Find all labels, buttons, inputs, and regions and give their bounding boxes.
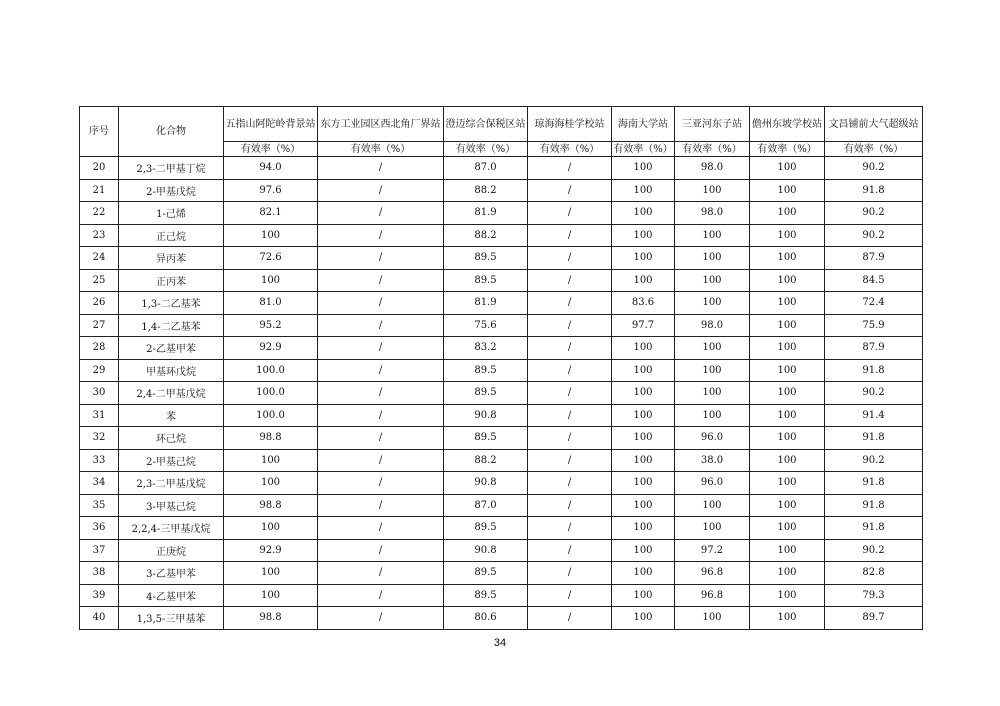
row-value-station-4: / bbox=[528, 494, 612, 517]
row-value-station-8: 87.9 bbox=[825, 337, 923, 360]
row-seq: 22 bbox=[80, 202, 119, 225]
row-compound: 正己烷 bbox=[119, 224, 224, 247]
row-value-station-3: 88.2 bbox=[444, 179, 528, 202]
row-value-station-4: / bbox=[528, 179, 612, 202]
row-value-station-5: 100 bbox=[612, 359, 675, 382]
table-row bbox=[80, 539, 923, 562]
table-row bbox=[80, 494, 923, 517]
row-value-station-6: 96.0 bbox=[675, 427, 750, 450]
row-value-station-1: 95.2 bbox=[224, 314, 318, 337]
row-value-station-4: / bbox=[528, 269, 612, 292]
row-value-station-4: / bbox=[528, 517, 612, 540]
row-value-station-7: 100 bbox=[750, 359, 825, 382]
metric-label: 有效率（%） bbox=[444, 142, 528, 157]
table-row bbox=[80, 359, 923, 382]
row-value-station-2: / bbox=[318, 494, 444, 517]
row-value-station-4: / bbox=[528, 382, 612, 405]
header-station-5: 海南大学站 bbox=[612, 107, 675, 142]
row-seq: 29 bbox=[80, 359, 119, 382]
row-seq: 38 bbox=[80, 562, 119, 585]
row-value-station-5: 83.6 bbox=[612, 292, 675, 315]
row-seq: 28 bbox=[80, 337, 119, 360]
table-row bbox=[80, 607, 923, 630]
header-station-6: 三亚河东子站 bbox=[675, 107, 750, 142]
row-value-station-1: 94.0 bbox=[224, 157, 318, 180]
row-value-station-7: 100 bbox=[750, 337, 825, 360]
row-value-station-6: 38.0 bbox=[675, 449, 750, 472]
row-seq: 20 bbox=[80, 157, 119, 180]
row-value-station-2: / bbox=[318, 157, 444, 180]
header-station-8: 文昌铺前大气超级站 bbox=[825, 107, 923, 142]
row-value-station-1: 92.9 bbox=[224, 539, 318, 562]
table-row bbox=[80, 314, 923, 337]
table-row bbox=[80, 269, 923, 292]
row-value-station-3: 81.9 bbox=[444, 202, 528, 225]
row-value-station-8: 91.4 bbox=[825, 404, 923, 427]
row-value-station-2: / bbox=[318, 224, 444, 247]
row-value-station-2: / bbox=[318, 404, 444, 427]
row-value-station-3: 83.2 bbox=[444, 337, 528, 360]
row-seq: 31 bbox=[80, 404, 119, 427]
row-value-station-5: 100 bbox=[612, 449, 675, 472]
row-value-station-2: / bbox=[318, 202, 444, 225]
header-seq: 序号 bbox=[80, 107, 119, 157]
row-value-station-7: 100 bbox=[750, 404, 825, 427]
page-number: 34 bbox=[493, 637, 507, 649]
row-value-station-6: 96.8 bbox=[675, 584, 750, 607]
row-value-station-2: / bbox=[318, 517, 444, 540]
row-value-station-2: / bbox=[318, 247, 444, 270]
header-station-4: 琼海海桂学校站 bbox=[528, 107, 612, 142]
row-value-station-8: 91.8 bbox=[825, 517, 923, 540]
row-compound: 2,2,4-三甲基戊烷 bbox=[119, 517, 224, 540]
row-value-station-5: 100 bbox=[612, 247, 675, 270]
row-value-station-1: 100 bbox=[224, 584, 318, 607]
row-compound: 4-乙基甲苯 bbox=[119, 584, 224, 607]
row-seq: 40 bbox=[80, 607, 119, 630]
row-value-station-2: / bbox=[318, 427, 444, 450]
header-station-2: 东方工业园区西北角厂界站 bbox=[318, 107, 444, 142]
row-value-station-8: 91.8 bbox=[825, 494, 923, 517]
metric-label: 有效率（%） bbox=[224, 142, 318, 157]
row-value-station-3: 89.5 bbox=[444, 584, 528, 607]
row-value-station-6: 97.2 bbox=[675, 539, 750, 562]
row-value-station-7: 100 bbox=[750, 382, 825, 405]
row-value-station-4: / bbox=[528, 224, 612, 247]
row-seq: 24 bbox=[80, 247, 119, 270]
row-value-station-7: 100 bbox=[750, 607, 825, 630]
metric-label: 有效率（%） bbox=[613, 143, 673, 155]
row-value-station-7: 100 bbox=[750, 292, 825, 315]
row-compound: 正丙苯 bbox=[119, 269, 224, 292]
row-value-station-8: 90.2 bbox=[825, 224, 923, 247]
row-value-station-4: / bbox=[528, 247, 612, 270]
row-value-station-5: 100 bbox=[612, 517, 675, 540]
row-value-station-3: 89.5 bbox=[444, 517, 528, 540]
row-value-station-4: / bbox=[528, 539, 612, 562]
table-body bbox=[80, 157, 923, 630]
row-compound: 1-己烯 bbox=[119, 202, 224, 225]
row-value-station-6: 100 bbox=[675, 179, 750, 202]
header-station-1: 五指山阿陀岭背景站 bbox=[224, 107, 318, 142]
row-compound: 1,4-二乙基苯 bbox=[119, 314, 224, 337]
row-value-station-4: / bbox=[528, 359, 612, 382]
row-value-station-8: 89.7 bbox=[825, 607, 923, 630]
row-value-station-6: 100 bbox=[675, 517, 750, 540]
row-value-station-5: 100 bbox=[612, 562, 675, 585]
row-seq: 37 bbox=[80, 539, 119, 562]
row-value-station-2: / bbox=[318, 292, 444, 315]
row-value-station-7: 100 bbox=[750, 584, 825, 607]
row-value-station-3: 81.9 bbox=[444, 292, 528, 315]
row-compound: 异丙苯 bbox=[119, 247, 224, 270]
row-value-station-6: 100 bbox=[675, 359, 750, 382]
row-value-station-7: 100 bbox=[750, 202, 825, 225]
validity-rate-table bbox=[79, 106, 923, 630]
row-value-station-5: 100 bbox=[612, 157, 675, 180]
row-value-station-6: 96.0 bbox=[675, 472, 750, 495]
row-value-station-6: 100 bbox=[675, 337, 750, 360]
row-value-station-7: 100 bbox=[750, 494, 825, 517]
row-value-station-2: / bbox=[318, 269, 444, 292]
row-value-station-4: / bbox=[528, 562, 612, 585]
row-value-station-8: 90.2 bbox=[825, 382, 923, 405]
row-value-station-3: 89.5 bbox=[444, 269, 528, 292]
row-value-station-5: 100 bbox=[612, 607, 675, 630]
row-value-station-3: 80.6 bbox=[444, 607, 528, 630]
row-value-station-2: / bbox=[318, 337, 444, 360]
row-value-station-1: 100 bbox=[224, 562, 318, 585]
row-value-station-2: / bbox=[318, 382, 444, 405]
row-value-station-3: 89.5 bbox=[444, 247, 528, 270]
row-value-station-1: 100 bbox=[224, 269, 318, 292]
row-value-station-3: 87.0 bbox=[444, 494, 528, 517]
row-value-station-1: 100 bbox=[224, 472, 318, 495]
row-value-station-7: 100 bbox=[750, 472, 825, 495]
row-value-station-7: 100 bbox=[750, 427, 825, 450]
row-value-station-5: 100 bbox=[612, 382, 675, 405]
table-header-row bbox=[80, 107, 923, 142]
row-value-station-2: / bbox=[318, 562, 444, 585]
row-value-station-3: 90.8 bbox=[444, 404, 528, 427]
row-value-station-4: / bbox=[528, 607, 612, 630]
row-value-station-1: 72.6 bbox=[224, 247, 318, 270]
row-value-station-5: 100 bbox=[612, 472, 675, 495]
row-value-station-2: / bbox=[318, 179, 444, 202]
row-value-station-1: 81.0 bbox=[224, 292, 318, 315]
row-value-station-7: 100 bbox=[750, 517, 825, 540]
row-value-station-3: 88.2 bbox=[444, 224, 528, 247]
row-value-station-1: 98.8 bbox=[224, 427, 318, 450]
row-value-station-5: 100 bbox=[612, 224, 675, 247]
row-value-station-1: 100.0 bbox=[224, 404, 318, 427]
row-compound: 苯 bbox=[119, 404, 224, 427]
row-value-station-4: / bbox=[528, 292, 612, 315]
row-value-station-5: 100 bbox=[612, 202, 675, 225]
header-compound: 化合物 bbox=[119, 107, 224, 157]
row-value-station-1: 100 bbox=[224, 517, 318, 540]
row-value-station-5: 100 bbox=[612, 179, 675, 202]
row-compound: 2,3-二甲基丁烷 bbox=[119, 157, 224, 180]
metric-label: 有效率（%） bbox=[528, 142, 612, 157]
row-value-station-1: 98.8 bbox=[224, 494, 318, 517]
table-row bbox=[80, 427, 923, 450]
row-seq: 35 bbox=[80, 494, 119, 517]
table-row bbox=[80, 404, 923, 427]
row-compound: 甲基环戊烷 bbox=[119, 359, 224, 382]
row-value-station-8: 90.2 bbox=[825, 157, 923, 180]
row-value-station-6: 96.8 bbox=[675, 562, 750, 585]
row-value-station-5: 100 bbox=[612, 584, 675, 607]
row-value-station-8: 82.8 bbox=[825, 562, 923, 585]
row-value-station-7: 100 bbox=[750, 539, 825, 562]
row-seq: 39 bbox=[80, 584, 119, 607]
row-value-station-1: 82.1 bbox=[224, 202, 318, 225]
row-value-station-8: 91.8 bbox=[825, 427, 923, 450]
row-value-station-3: 89.5 bbox=[444, 562, 528, 585]
row-value-station-7: 100 bbox=[750, 247, 825, 270]
row-value-station-1: 100 bbox=[224, 449, 318, 472]
row-value-station-6: 100 bbox=[675, 224, 750, 247]
row-value-station-2: / bbox=[318, 607, 444, 630]
row-value-station-4: / bbox=[528, 202, 612, 225]
table-row bbox=[80, 449, 923, 472]
row-value-station-3: 87.0 bbox=[444, 157, 528, 180]
row-value-station-8: 87.9 bbox=[825, 247, 923, 270]
row-value-station-1: 97.6 bbox=[224, 179, 318, 202]
row-seq: 33 bbox=[80, 449, 119, 472]
metric-label: 有效率（%） bbox=[825, 142, 923, 157]
row-value-station-6: 100 bbox=[675, 292, 750, 315]
row-value-station-8: 91.8 bbox=[825, 359, 923, 382]
row-compound: 正庚烷 bbox=[119, 539, 224, 562]
row-value-station-5: 100 bbox=[612, 337, 675, 360]
row-value-station-4: / bbox=[528, 427, 612, 450]
row-value-station-2: / bbox=[318, 539, 444, 562]
row-value-station-3: 90.8 bbox=[444, 472, 528, 495]
row-compound: 2-甲基戊烷 bbox=[119, 179, 224, 202]
table-row bbox=[80, 517, 923, 540]
table-row bbox=[80, 382, 923, 405]
row-value-station-6: 98.0 bbox=[675, 202, 750, 225]
row-value-station-4: / bbox=[528, 314, 612, 337]
row-seq: 25 bbox=[80, 269, 119, 292]
row-value-station-1: 100.0 bbox=[224, 382, 318, 405]
row-value-station-8: 84.5 bbox=[825, 269, 923, 292]
row-value-station-4: / bbox=[528, 449, 612, 472]
row-value-station-4: / bbox=[528, 404, 612, 427]
row-value-station-6: 98.0 bbox=[675, 157, 750, 180]
row-value-station-7: 100 bbox=[750, 269, 825, 292]
row-seq: 32 bbox=[80, 427, 119, 450]
row-value-station-6: 100 bbox=[675, 382, 750, 405]
row-value-station-8: 90.2 bbox=[825, 539, 923, 562]
row-compound: 环己烷 bbox=[119, 427, 224, 450]
row-value-station-8: 72.4 bbox=[825, 292, 923, 315]
row-value-station-4: / bbox=[528, 584, 612, 607]
row-value-station-2: / bbox=[318, 359, 444, 382]
header-station-3: 澄迈综合保税区站 bbox=[444, 107, 528, 142]
header-station-7: 儋州东坡学校站 bbox=[750, 107, 825, 142]
row-value-station-6: 100 bbox=[675, 494, 750, 517]
row-value-station-6: 100 bbox=[675, 404, 750, 427]
row-seq: 34 bbox=[80, 472, 119, 495]
row-value-station-4: / bbox=[528, 472, 612, 495]
table-row bbox=[80, 179, 923, 202]
row-value-station-7: 100 bbox=[750, 314, 825, 337]
table-row bbox=[80, 472, 923, 495]
row-compound: 3-甲基己烷 bbox=[119, 494, 224, 517]
row-seq: 30 bbox=[80, 382, 119, 405]
row-value-station-5: 100 bbox=[612, 404, 675, 427]
row-value-station-4: / bbox=[528, 337, 612, 360]
row-value-station-3: 89.5 bbox=[444, 427, 528, 450]
row-value-station-6: 100 bbox=[675, 247, 750, 270]
row-compound: 2,3-二甲基戊烷 bbox=[119, 472, 224, 495]
row-value-station-2: / bbox=[318, 449, 444, 472]
row-value-station-7: 100 bbox=[750, 562, 825, 585]
table-row bbox=[80, 247, 923, 270]
metric-label: 有效率（%） bbox=[750, 142, 825, 157]
row-seq: 26 bbox=[80, 292, 119, 315]
row-value-station-7: 100 bbox=[750, 179, 825, 202]
row-value-station-5: 100 bbox=[612, 427, 675, 450]
row-seq: 27 bbox=[80, 314, 119, 337]
row-value-station-3: 75.6 bbox=[444, 314, 528, 337]
row-value-station-8: 91.8 bbox=[825, 179, 923, 202]
row-value-station-4: / bbox=[528, 157, 612, 180]
row-value-station-3: 89.5 bbox=[444, 359, 528, 382]
row-value-station-1: 100 bbox=[224, 224, 318, 247]
row-value-station-6: 100 bbox=[675, 607, 750, 630]
row-value-station-1: 100.0 bbox=[224, 359, 318, 382]
row-value-station-2: / bbox=[318, 472, 444, 495]
row-value-station-8: 75.9 bbox=[825, 314, 923, 337]
row-value-station-5: 100 bbox=[612, 539, 675, 562]
row-value-station-3: 88.2 bbox=[444, 449, 528, 472]
table-row bbox=[80, 584, 923, 607]
row-value-station-8: 90.2 bbox=[825, 449, 923, 472]
row-compound: 1,3-二乙基苯 bbox=[119, 292, 224, 315]
row-seq: 23 bbox=[80, 224, 119, 247]
row-value-station-5: 97.7 bbox=[612, 314, 675, 337]
row-compound: 3-乙基甲苯 bbox=[119, 562, 224, 585]
row-seq: 21 bbox=[80, 179, 119, 202]
row-value-station-6: 100 bbox=[675, 269, 750, 292]
row-value-station-3: 90.8 bbox=[444, 539, 528, 562]
table-row bbox=[80, 202, 923, 225]
row-value-station-7: 100 bbox=[750, 157, 825, 180]
row-value-station-2: / bbox=[318, 314, 444, 337]
table-row bbox=[80, 292, 923, 315]
row-value-station-3: 89.5 bbox=[444, 382, 528, 405]
row-value-station-6: 98.0 bbox=[675, 314, 750, 337]
row-value-station-2: / bbox=[318, 584, 444, 607]
row-compound: 2-甲基己烷 bbox=[119, 449, 224, 472]
row-value-station-7: 100 bbox=[750, 449, 825, 472]
row-value-station-8: 79.3 bbox=[825, 584, 923, 607]
row-value-station-7: 100 bbox=[750, 224, 825, 247]
table-row bbox=[80, 562, 923, 585]
table-row bbox=[80, 224, 923, 247]
row-value-station-5: 100 bbox=[612, 494, 675, 517]
row-value-station-8: 91.8 bbox=[825, 472, 923, 495]
row-compound: 2-乙基甲苯 bbox=[119, 337, 224, 360]
row-compound: 1,3,5-三甲基苯 bbox=[119, 607, 224, 630]
metric-label: 有效率（%） bbox=[675, 142, 750, 157]
table-row bbox=[80, 337, 923, 360]
metric-label: 有效率（%） bbox=[318, 142, 444, 157]
row-compound: 2,4-二甲基戊烷 bbox=[119, 382, 224, 405]
row-value-station-1: 98.8 bbox=[224, 607, 318, 630]
row-seq: 36 bbox=[80, 517, 119, 540]
table-row bbox=[80, 157, 923, 180]
row-value-station-5: 100 bbox=[612, 269, 675, 292]
row-value-station-8: 90.2 bbox=[825, 202, 923, 225]
row-value-station-1: 92.9 bbox=[224, 337, 318, 360]
